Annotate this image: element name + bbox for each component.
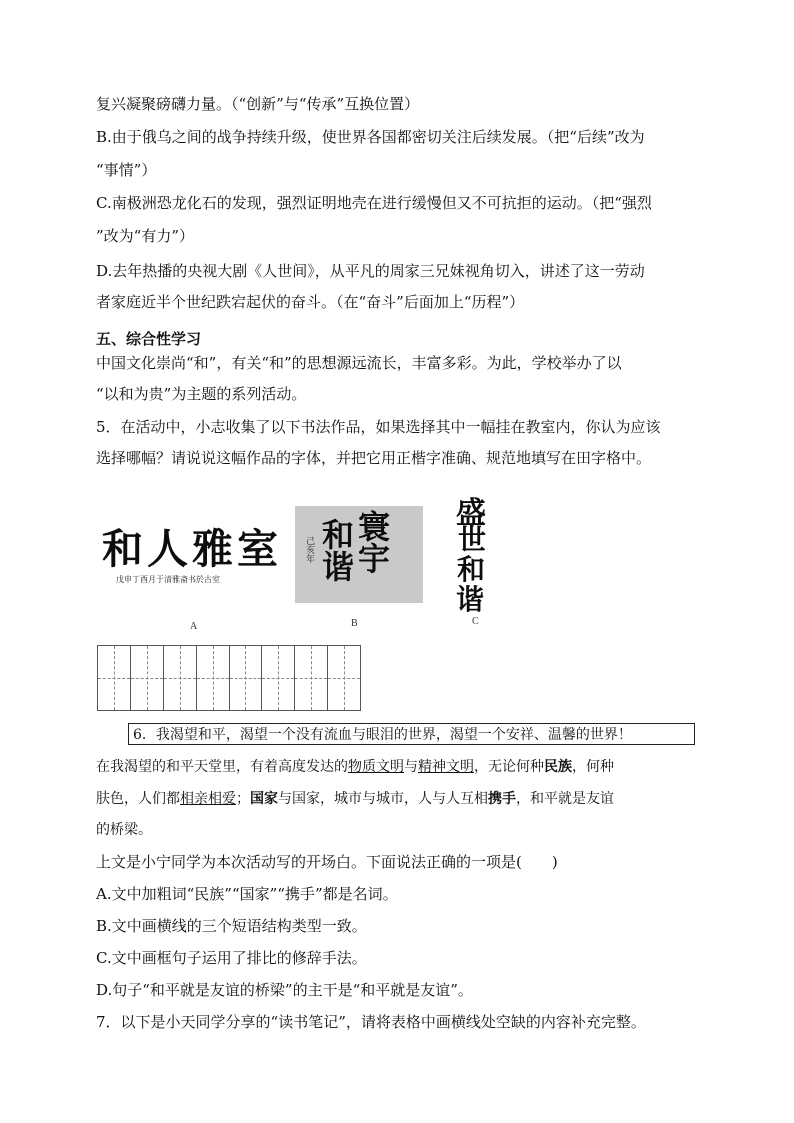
passage-text: ，何种: [572, 759, 614, 775]
passage-text: ，和平就是友谊: [516, 791, 614, 807]
label-a: A: [190, 621, 198, 632]
calligraphy-c-char: 盛: [456, 496, 486, 531]
text-line: 者家庭近半个世纪跌宕起伏的奋斗。（在“奋斗”后面加上“历程”）: [96, 293, 525, 311]
boxed-sentence: 6．我渴望和平，渴望一个没有流血与眼泪的世界，渴望一个安祥、温馨的世界！: [128, 723, 695, 745]
text-line: ”改为“有力”）: [96, 227, 195, 245]
passage-text: 与: [404, 759, 418, 775]
intro-line: “以和为贵”为主题的系列活动。: [96, 385, 307, 403]
grid-cell[interactable]: [328, 646, 360, 710]
grid-cell[interactable]: [197, 646, 230, 710]
tianzige-grid[interactable]: [97, 645, 361, 711]
passage-line-1: [96, 757, 614, 777]
option-c: C.文中画框句子运用了排比的修辞手法。: [96, 949, 367, 967]
underlined-phrase: 物质文明: [348, 759, 404, 775]
passage-text: ，无论何种: [474, 759, 544, 775]
question-7: 7．以下是小天同学分享的“读书笔记”，请将表格中画横线处空缺的内容补充完整。: [96, 1013, 646, 1031]
calligraphy-b: [295, 506, 423, 603]
grid-cell[interactable]: [164, 646, 197, 710]
intro-line: 中国文化崇尚“和”，有关“和”的思想源远流长，丰富多彩。为此，学校举办了以: [96, 354, 622, 372]
passage-line-3: 的桥梁。: [96, 822, 152, 838]
text-line: 复兴凝聚磅礴力量。（“创新”与“传承”互换位置）: [96, 95, 420, 113]
calligraphy-c-char: 世: [458, 523, 487, 556]
underlined-phrase: 相亲相爱: [180, 791, 236, 807]
passage-text: 与国家，城市与城市，人与人互相: [278, 791, 488, 807]
option-b: B.由于俄乌之间的战争持续升级，使世界各国都密切关注后续发展。（把“后续”改为: [96, 128, 645, 146]
calligraphy-b-col1: 寰宇: [353, 510, 391, 574]
label-c: C: [472, 616, 479, 627]
calligraphy-c-char: 和: [457, 553, 486, 586]
option-c: C.南极洲恐龙化石的发现，强烈证明地壳在进行缓慢但又不可抗拒的运动。（把“强烈: [96, 194, 652, 212]
text-line: “事情”）: [96, 161, 157, 179]
grid-cell[interactable]: [131, 646, 164, 710]
passage-text: 在我渴望的和平天堂里，有着高度发达的: [96, 759, 348, 775]
bold-word: 民族: [544, 759, 572, 775]
option-d: D.句子“和平就是友谊的桥梁”的主干是“和平就是友谊”。: [96, 981, 473, 999]
passage-line-2: [96, 789, 614, 809]
section-title: 五、综合性学习: [96, 330, 202, 348]
grid-cell[interactable]: [262, 646, 295, 710]
option-d: D.去年热播的央视大剧《人世间》，从平凡的周家三兄妹视角切入，讲述了这一劳动: [96, 262, 645, 280]
calligraphy-a-inscription: 戊申丁酉月于清雅斋书於古室: [116, 575, 220, 584]
question-5: 选择哪幅？请说说这幅作品的字体，并把它用正楷字准确、规范地填写在田字格中。: [96, 449, 652, 467]
bold-word: 国家: [250, 791, 278, 807]
bold-word: 携手: [488, 791, 516, 807]
label-b: B: [351, 618, 358, 629]
grid-cell[interactable]: [295, 646, 328, 710]
passage-text: ；: [236, 791, 250, 807]
question-6-stem: 上文是小宁同学为本次活动写的开场白。下面说法正确的一项是( ): [96, 853, 558, 871]
calligraphy-a-main: 和人雅室: [102, 525, 282, 573]
calligraphy-c: [452, 488, 506, 616]
underlined-phrase: 精神文明: [418, 759, 474, 775]
question-5: 5．在活动中，小志收集了以下书法作品，如果选择其中一幅挂在教室内，你认为应该: [96, 418, 661, 436]
option-b: B.文中画横线的三个短语结构类型一致。: [96, 917, 367, 935]
calligraphy-b-signature: 己亥年: [304, 536, 314, 563]
passage-text: 肤色，人们都: [96, 791, 180, 807]
calligraphy-c-char: 谐: [456, 583, 485, 616]
grid-cell[interactable]: [230, 646, 263, 710]
calligraphy-b-col2: 和谐: [317, 518, 355, 582]
grid-cell[interactable]: [98, 646, 131, 710]
calligraphy-a: [96, 506, 286, 596]
option-a: A.文中加粗词“民族”“国家”“携手”都是名词。: [96, 885, 398, 903]
